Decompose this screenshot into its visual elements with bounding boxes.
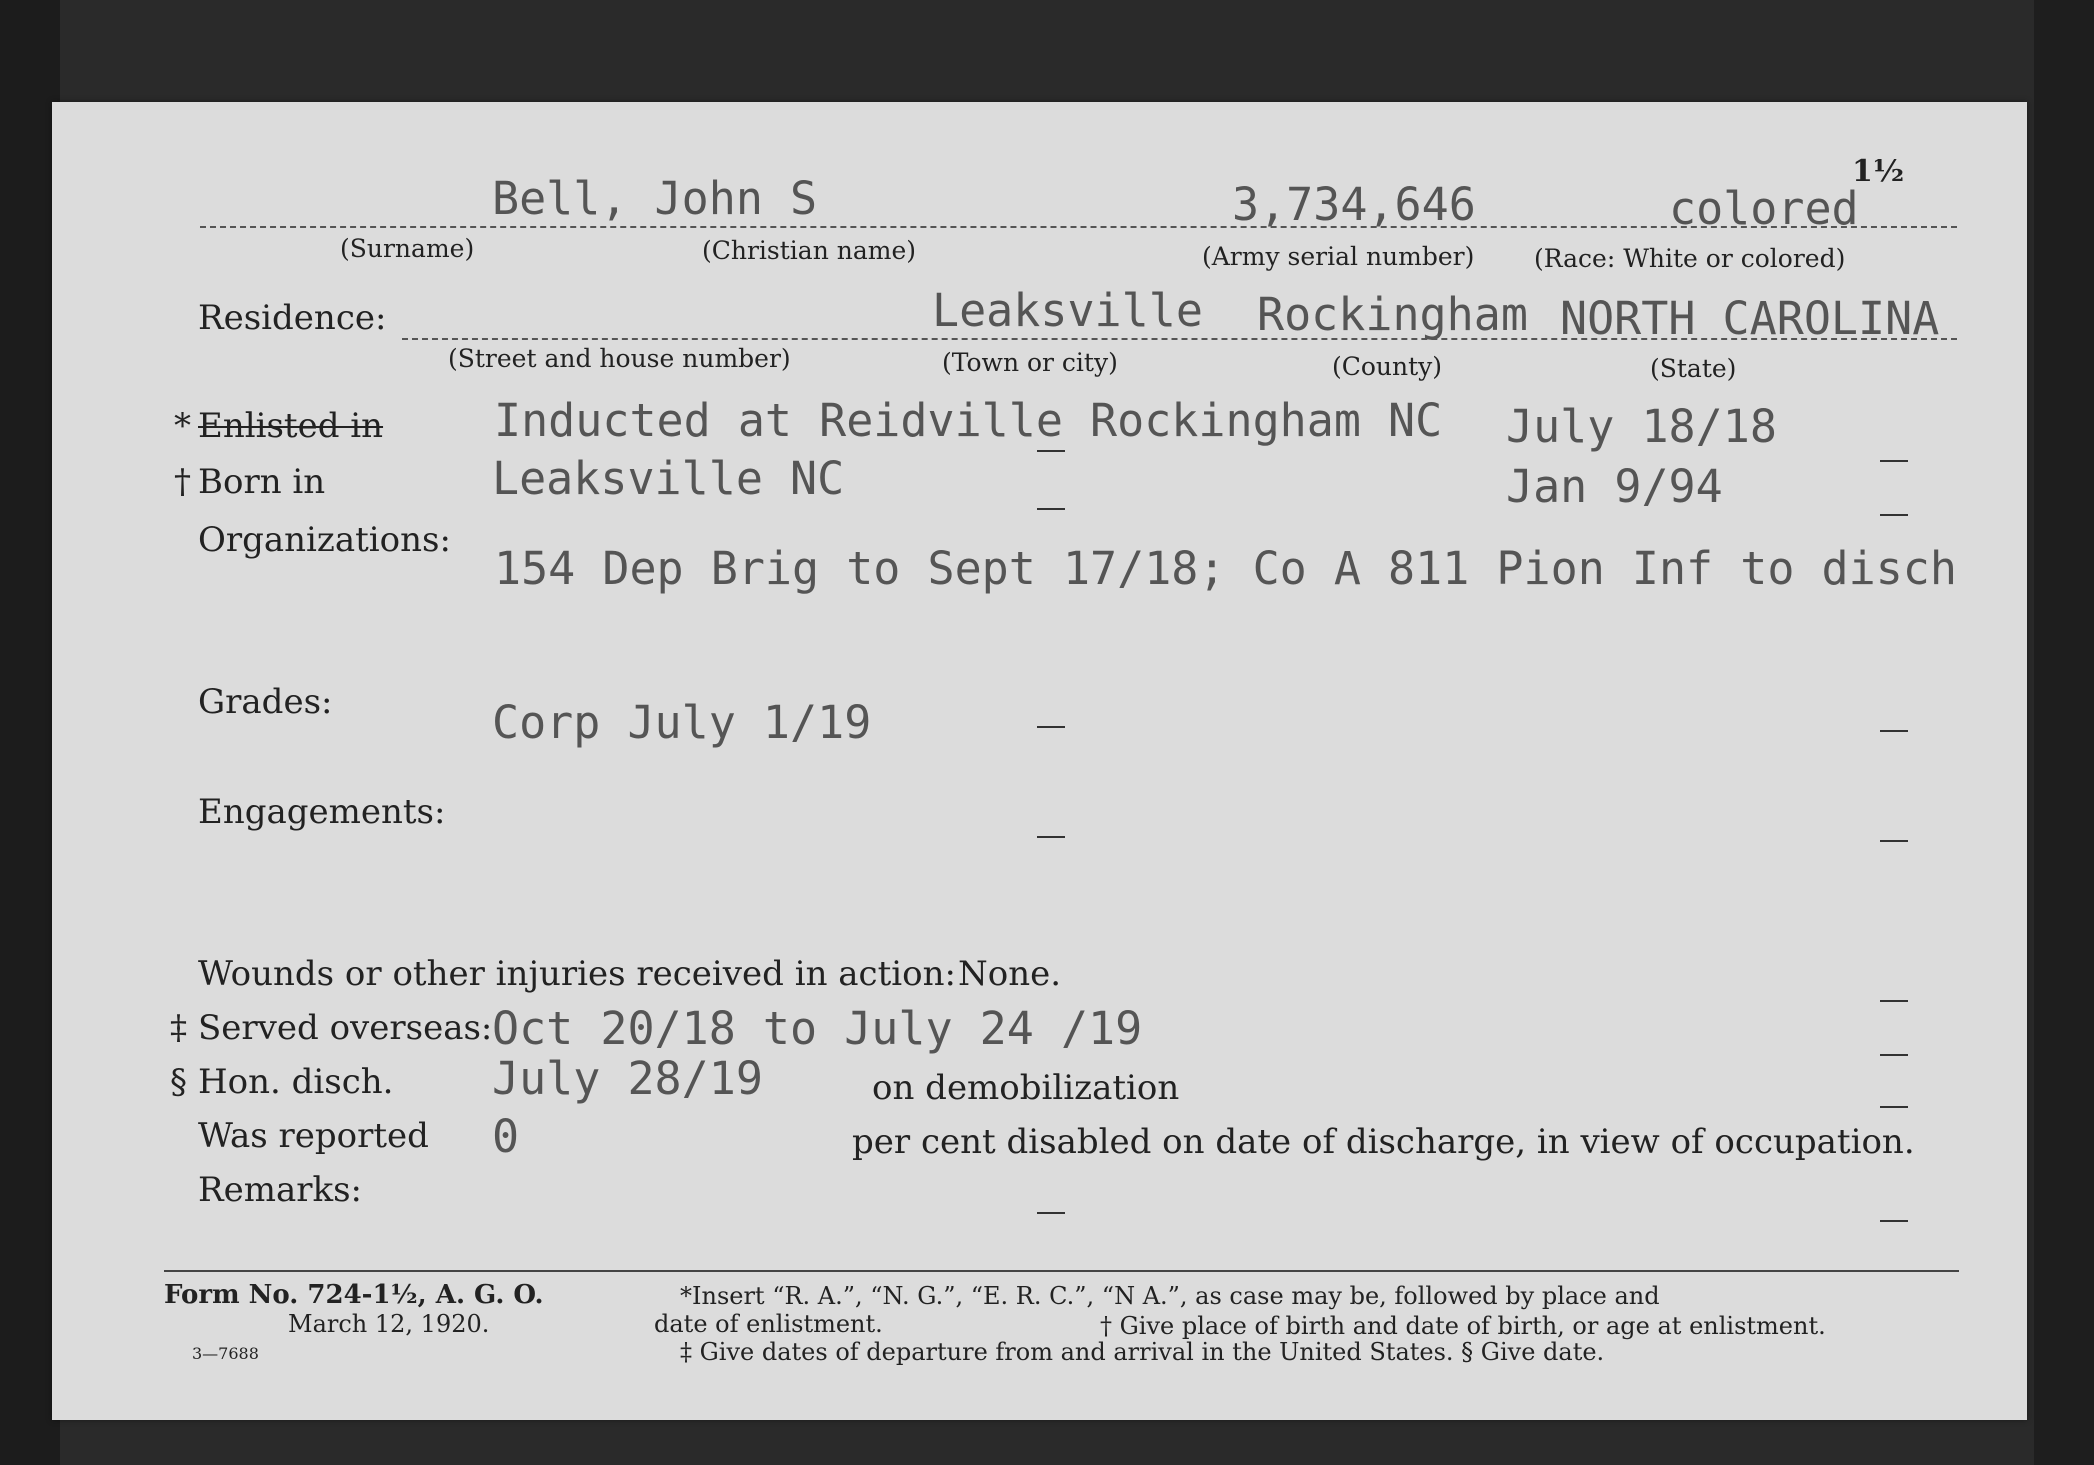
served-value: Oct 20/18 to July 24 /19 — [492, 1002, 1143, 1055]
footnote-1: *Insert “R. A.”, “N. G.”, “E. R. C.”, “N A.”, as case may be, followed by place and — [680, 1282, 1660, 1310]
footnote-3: ‡ Give dates of departure from and arrival in the United States. § Give date. — [680, 1338, 1605, 1366]
footnote-2a: date of enlistment. — [654, 1310, 883, 1338]
hon-mark: § — [170, 1062, 187, 1102]
dash — [1037, 450, 1065, 452]
enlisted-value: Inducted at Reidville Rockingham NC — [494, 394, 1443, 447]
dash — [1037, 1212, 1065, 1214]
wounds-label: Wounds or other injuries received in action: — [198, 954, 956, 994]
remarks-label: Remarks: — [198, 1170, 362, 1210]
dash — [1880, 1220, 1908, 1222]
hon-value: July 28/19 — [492, 1052, 763, 1105]
cap-street: (Street and house number) — [448, 344, 791, 373]
enlisted-label: Enlisted in — [198, 406, 384, 446]
service-record-card — [52, 102, 2027, 1420]
born-date: Jan 9/94 — [1506, 460, 1723, 513]
footnote-2b: † Give place of birth and date of birth, or age at enlistment. — [1100, 1312, 1826, 1340]
wounds-value: None. — [958, 954, 1062, 994]
dash — [1880, 460, 1908, 462]
form-date: March 12, 1920. — [288, 1310, 490, 1338]
born-mark: † — [174, 462, 191, 502]
born-label: Born in — [198, 462, 326, 502]
cap-christian: (Christian name) — [702, 236, 917, 265]
fraction-mark: 1½ — [1852, 154, 1905, 189]
grades-value: Corp July 1/19 — [492, 696, 872, 749]
cap-surname: (Surname) — [340, 234, 475, 263]
cap-race: (Race: White or colored) — [1534, 244, 1846, 273]
dash — [1880, 1000, 1908, 1002]
dash — [1037, 508, 1065, 510]
dash — [1037, 726, 1065, 728]
served-mark: ‡ — [170, 1008, 187, 1048]
hon-note: on demobilization — [872, 1068, 1180, 1108]
organizations-label: Organizations: — [198, 520, 451, 560]
dash — [1880, 840, 1908, 842]
cap-serial: (Army serial number) — [1202, 242, 1475, 271]
cap-town: (Town or city) — [942, 348, 1118, 377]
residence-county: Rockingham — [1257, 288, 1528, 341]
scan-border-left — [0, 0, 60, 1465]
header-line — [200, 226, 1957, 228]
race-value: colored — [1669, 182, 1859, 235]
cap-state: (State) — [1650, 354, 1737, 383]
surname-given-value: Bell, John S — [492, 172, 818, 225]
reported-label: Was reported — [198, 1116, 429, 1156]
reported-note: per cent disabled on date of discharge, in view of occupation. — [852, 1122, 1915, 1162]
dash — [1880, 730, 1908, 732]
dash — [1037, 836, 1065, 838]
form-number: Form No. 724-1½, A. G. O. — [164, 1280, 544, 1310]
dash — [1880, 514, 1908, 516]
dash — [1880, 1054, 1908, 1056]
born-value: Leaksville NC — [492, 452, 845, 505]
scan-border-right — [2034, 0, 2094, 1465]
residence-state: NORTH CAROLINA — [1560, 292, 1940, 345]
grades-label: Grades: — [198, 682, 333, 722]
dash — [1880, 1106, 1908, 1108]
hon-label: Hon. disch. — [198, 1062, 394, 1102]
residence-label: Residence: — [198, 298, 387, 338]
form-code: 3—7688 — [192, 1344, 259, 1363]
footer-rule — [164, 1270, 1959, 1272]
cap-county: (County) — [1332, 352, 1443, 381]
residence-line — [402, 338, 1957, 340]
organizations-value: 154 Dep Brig to Sept 17/18; Co A 811 Pion Inf to disch — [494, 542, 1957, 595]
enlisted-date: July 18/18 — [1506, 400, 1777, 453]
served-label: Served overseas: — [198, 1008, 493, 1048]
engagements-label: Engagements: — [198, 792, 446, 832]
reported-value: 0 — [492, 1110, 520, 1163]
serial-number-value: 3,734,646 — [1232, 178, 1476, 231]
enlisted-mark: * — [174, 406, 191, 446]
residence-town: Leaksville — [932, 284, 1203, 337]
